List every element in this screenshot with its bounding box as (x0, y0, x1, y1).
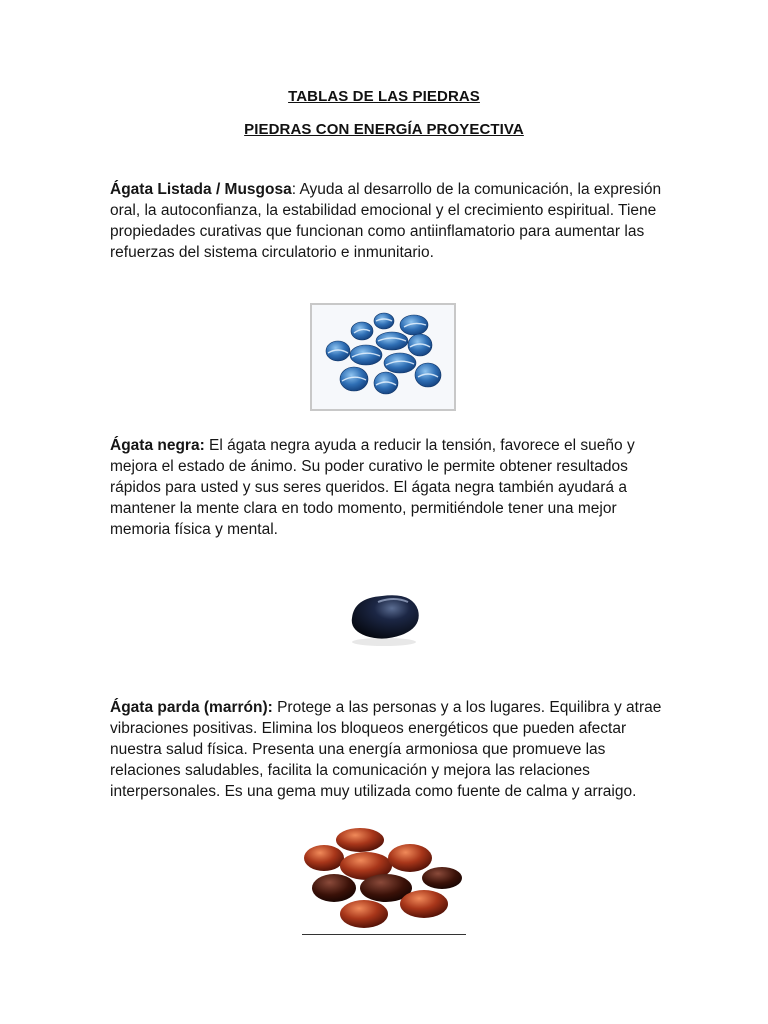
blue-agate-stones (312, 305, 454, 409)
section-separator: : (291, 181, 297, 198)
section-term: Ágata negra: (110, 437, 205, 454)
section-text: Protege a las personas y a los lugares. Equilibra y atrae vibraciones positivas. Elimina los bloqueos energéticos que pueden afectar nuestra salud física. Presenta una energía armoniosa que promueve las relaciones saludables, facilita la comunicación y mejora las relaciones interpersonales. Es una gema muy utilizada como fuente de calma y arraigo. (110, 699, 662, 800)
section-brown-agate (110, 697, 665, 802)
brown-agate-stones (300, 822, 468, 934)
black-agate-image (330, 560, 438, 668)
blue-agate-image (310, 303, 456, 411)
section-term: Ágata parda (marrón): (110, 699, 273, 716)
document-subtitle: PIEDRAS CON ENERGÍA PROYECTIVA (244, 121, 524, 138)
section-blue-agate (110, 179, 665, 263)
section-black-agate (110, 435, 665, 540)
section-text: El ágata negra ayuda a reducir la tensión, favorece el sueño y mejora el estado de ánimo. Su poder curativo le permite obtener resultados rápidos para usted y sus seres queridos. El ágata negra también ayudará a mantener la mente clara en todo momento, permitiéndole tener una mejor memoria física y mental. (110, 437, 635, 538)
horizontal-divider (302, 934, 466, 935)
section-term: Ágata Listada / Musgosa (110, 181, 292, 198)
brown-agate-image (300, 822, 468, 934)
section-text: Ayuda al desarrollo de la comunicación, la expresión oral, la autoconfianza, la estabilidad emocional y el crecimiento espiritual. Tiene propiedades curativas que funcionan como antiinflamatorio para aumentar las refuerzas del sistema circulatorio e inmunitario. (110, 181, 662, 261)
document-title: TABLAS DE LAS PIEDRAS (288, 88, 480, 105)
black-agate-stone (330, 560, 438, 668)
